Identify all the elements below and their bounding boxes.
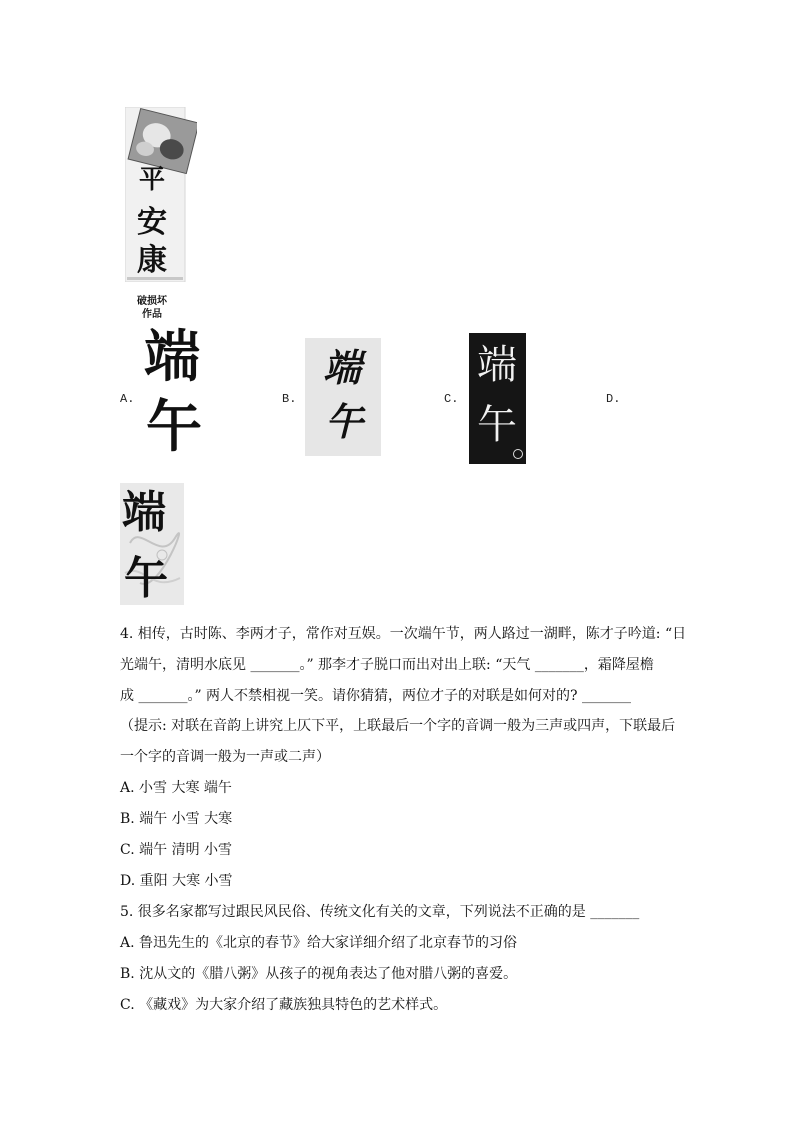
option-c-char-2: 午 bbox=[477, 402, 517, 448]
option-c-image bbox=[469, 333, 526, 464]
option-a-label: A. bbox=[120, 392, 135, 406]
option-c-label: C. bbox=[444, 392, 459, 406]
q5-option-a[interactable]: A. 鲁迅先生的《北京的春节》给大家详细介绍了北京春节的习俗 bbox=[120, 935, 518, 951]
option-b-char-1: 端 bbox=[323, 345, 362, 390]
option-b-label: B. bbox=[282, 392, 297, 406]
option-a-image bbox=[140, 325, 206, 467]
q4-option-c[interactable]: C. 端午 清明 小雪 bbox=[120, 842, 233, 858]
option-d-char-1: 端 bbox=[122, 487, 166, 538]
q4-option-d[interactable]: D. 重阳 大寒 小雪 bbox=[120, 873, 233, 889]
option-c-seal-icon bbox=[513, 449, 523, 459]
option-b-image bbox=[305, 338, 381, 456]
scroll-char-1: 平 bbox=[139, 165, 166, 195]
q4-line1: 4. 相传，古时陈、李两才子，常作对互娱。一次端午节，两人路过一湖畔，陈才子吟道: “日 bbox=[120, 626, 687, 642]
scroll-caption-line1: 破损坏 bbox=[137, 296, 167, 307]
option-d-label: D. bbox=[606, 392, 621, 406]
q4-line4: （提示: 对联在音韵上讲究上仄下平，上联最后一个字的音调一般为三声或四声，下联最后 bbox=[120, 718, 676, 734]
option-c-char-1: 端 bbox=[477, 342, 517, 388]
q4-line5: 一个字的音调一般为一声或二声） bbox=[120, 749, 330, 765]
scroll-caption-line2: 作品 bbox=[142, 309, 162, 320]
option-b-char-2: 午 bbox=[325, 399, 364, 444]
scroll-char-3: 康 bbox=[137, 243, 167, 278]
option-d-image bbox=[120, 483, 184, 605]
damaged-scroll-image bbox=[125, 107, 197, 282]
q4-line3: 成 _______。” 两人不禁相视一笑。请你猜猜，两位才子的对联是如何对的? _______ bbox=[120, 688, 632, 704]
q4-option-a[interactable]: A. 小雪 大寒 端午 bbox=[120, 780, 232, 796]
option-a-char-1: 端 bbox=[144, 324, 200, 390]
option-a-char-2: 午 bbox=[146, 394, 202, 460]
q5-stem: 5. 很多名家都写过跟民风民俗、传统文化有关的文章，下列说法不正确的是 _______ bbox=[120, 904, 640, 920]
scroll-char-2: 安 bbox=[137, 205, 167, 240]
q4-option-b[interactable]: B. 端午 小雪 大寒 bbox=[120, 811, 233, 827]
q5-option-b[interactable]: B. 沈从文的《腊八粥》从孩子的视角表达了他对腊八粥的喜爱。 bbox=[120, 966, 518, 982]
q5-option-c[interactable]: C. 《藏戏》为大家介绍了藏族独具特色的艺术样式。 bbox=[120, 997, 448, 1013]
q4-line2: 光端午，清明水底见 _______。” 那李才子脱口而出对出上联: “天气 _______，霜降屋檐 bbox=[120, 657, 654, 673]
option-d-char-2: 午 bbox=[124, 553, 168, 604]
